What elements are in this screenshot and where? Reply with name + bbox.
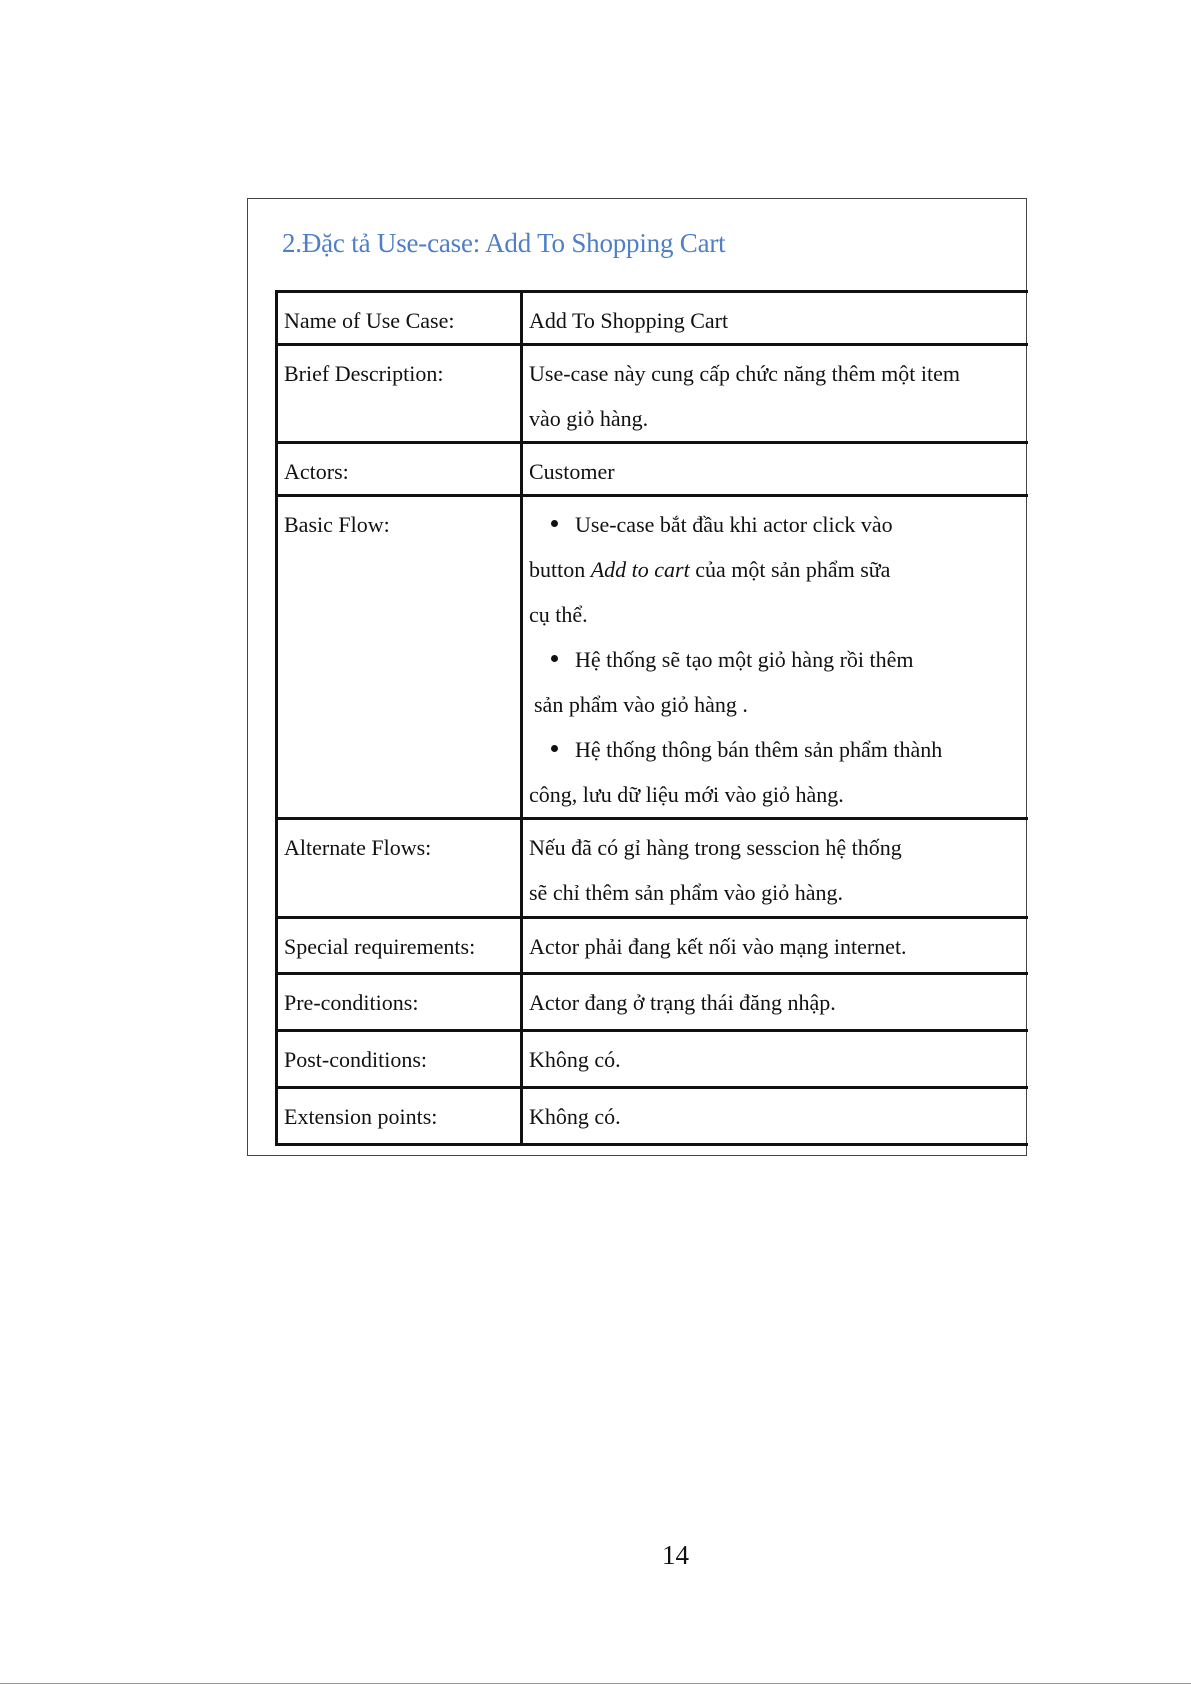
- row-value: [522, 918, 1029, 974]
- text-segment: của một sản phẩm sữa: [689, 557, 891, 582]
- row-value-line: Actor đang ở trạng thái đăng nhập.: [529, 990, 836, 1015]
- use-case-spec-table: [275, 290, 1028, 1146]
- bullet-text: Hệ thống sẽ tạo một giỏ hàng rồi thêm: [575, 647, 914, 672]
- row-label: Name of Use Case:: [277, 292, 522, 345]
- bullet-text: Hệ thống thông bán thêm sản phẩm thành: [575, 737, 943, 762]
- text-segment: button: [529, 557, 591, 582]
- row-value-line: Nếu đã có gỉ hàng trong sesscion hệ thống: [529, 835, 902, 860]
- table-row: [277, 974, 1029, 1031]
- row-label: Extension points:: [277, 1088, 522, 1145]
- bullet-item: [529, 502, 1022, 547]
- page-number: 14: [662, 1540, 689, 1570]
- row-label: Brief Description:: [277, 345, 522, 443]
- table-row: [277, 345, 1029, 443]
- row-label: Pre-conditions:: [277, 974, 522, 1031]
- row-value-line: cụ thể.: [529, 602, 588, 627]
- row-value: [522, 496, 1029, 819]
- row-value-line: sản phẩm vào giỏ hàng .: [534, 692, 748, 717]
- bullet-icon: [551, 655, 558, 662]
- row-label: Actors:: [277, 443, 522, 496]
- page-bottom-divider: [0, 1683, 1191, 1684]
- bullet-text: Use-case bắt đầu khi actor click vào: [575, 512, 893, 537]
- table-row: [277, 496, 1029, 819]
- row-value-line: [529, 547, 1022, 592]
- table-row: [277, 443, 1029, 496]
- bullet-icon: [551, 520, 558, 527]
- row-value-line: Add To Shopping Cart: [529, 308, 729, 333]
- row-value: [522, 819, 1029, 918]
- row-value-line: Actor phải đang kết nối vào mạng internet.: [529, 934, 907, 959]
- bullet-icon: [551, 745, 558, 752]
- row-value-line: công, lưu dữ liệu mới vào giỏ hàng.: [529, 782, 844, 807]
- row-value-line: vào giỏ hàng.: [529, 406, 649, 431]
- section-heading: 2.Đặc tả Use-case: Add To Shopping Cart: [282, 228, 726, 258]
- row-value: [522, 292, 1029, 345]
- row-value: [522, 443, 1029, 496]
- table-row: [277, 918, 1029, 974]
- row-label: Basic Flow:: [277, 496, 522, 819]
- row-value-line: Không có.: [529, 1104, 621, 1129]
- row-value-line: Không có.: [529, 1047, 621, 1072]
- row-label: Post-conditions:: [277, 1031, 522, 1088]
- row-label: Special requirements:: [277, 918, 522, 974]
- table-row: [277, 1031, 1029, 1088]
- row-label: Alternate Flows:: [277, 819, 522, 918]
- row-value-line: sẽ chỉ thêm sản phẩm vào giỏ hàng.: [529, 880, 844, 905]
- table-row: [277, 1088, 1029, 1145]
- italic-text: Add to cart: [590, 557, 690, 582]
- table-row: [277, 292, 1029, 345]
- row-value: [522, 1031, 1029, 1088]
- row-value-line: Use-case này cung cấp chức năng thêm một item: [529, 361, 960, 386]
- row-value: [522, 1088, 1029, 1145]
- row-value: [522, 345, 1029, 443]
- bullet-item: [529, 637, 1022, 682]
- bullet-item: [529, 727, 1022, 772]
- row-value: [522, 974, 1029, 1031]
- row-value-line: Customer: [529, 459, 615, 484]
- table-row: [277, 819, 1029, 918]
